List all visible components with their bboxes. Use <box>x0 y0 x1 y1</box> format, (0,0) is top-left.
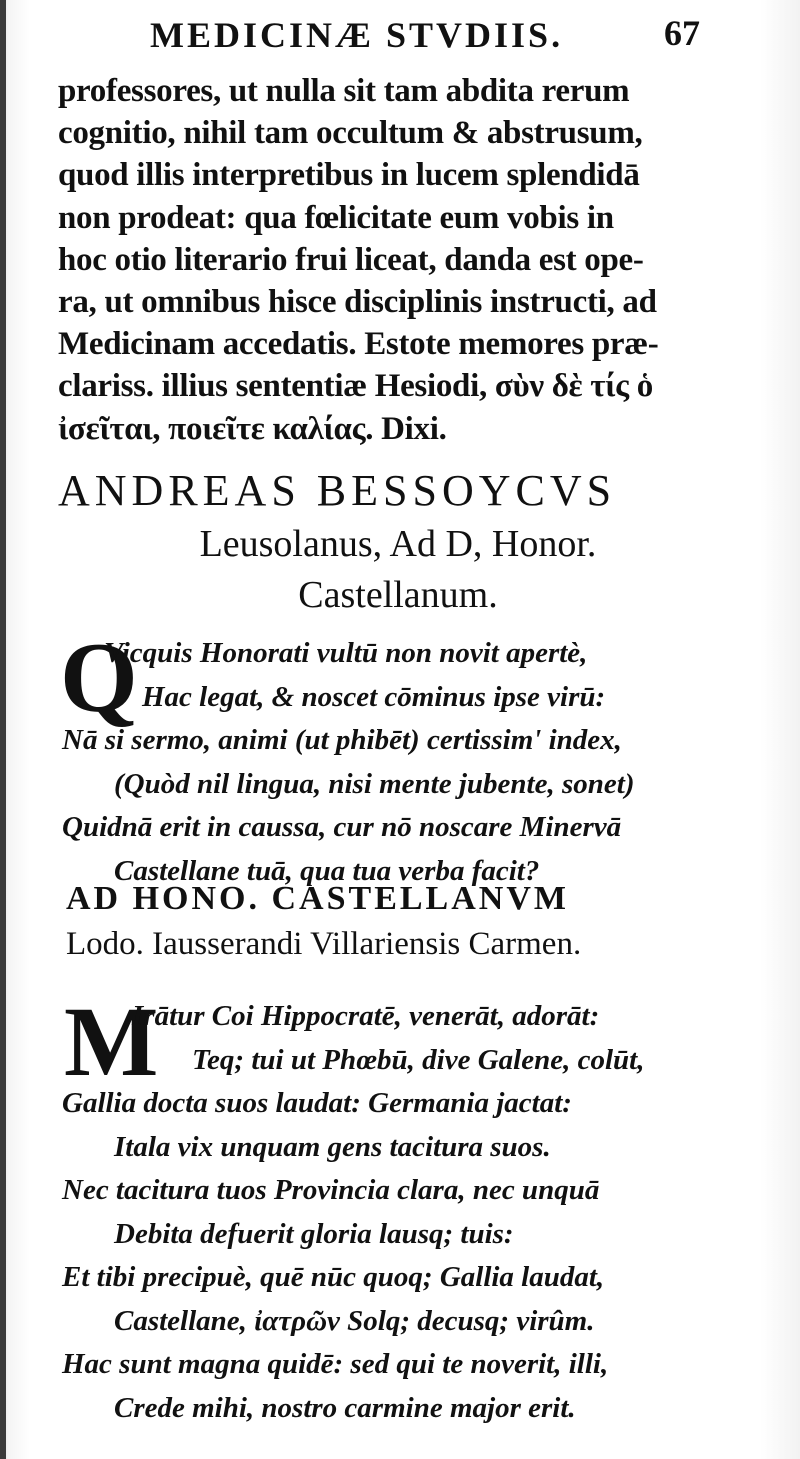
heading-author: ANDREAS BESSOYCVS <box>58 466 617 515</box>
heading-poem-two-author: Lodo. Iausserandi Villariensis Carmen. <box>66 926 582 962</box>
poem-one <box>62 632 742 893</box>
drop-cap-q: Q <box>60 622 138 733</box>
poem-line: Vicquis Honorati vultū non novit apertè, <box>104 637 588 669</box>
prose-line: Medicinam accedatis. Estote memores præ- <box>58 326 659 363</box>
poem-line: Gallia docta suos laudat: Germania jactat: <box>62 1087 572 1119</box>
prose-line: non prodeat: qua fœlicitate eum vobis in <box>58 199 614 236</box>
poem-line: Itala vix unquam gens tacitura suos. <box>114 1130 551 1163</box>
prose-line: hoc otio literario frui liceat, danda est ope- <box>58 241 644 278</box>
heading-dedicatee: Castellanum. <box>298 574 498 616</box>
poem-line: Castellane, ἰατρῶν Solq; decusq; virûm. <box>114 1304 595 1337</box>
prose-line: ἰσεῖται, ποιεῖτε καλίας. Dixi. <box>58 410 447 447</box>
poem-line: Quidnā erit in caussa, cur nō noscare Minervā <box>62 811 622 843</box>
poem-line: (Quòd nil lingua, nisi mente jubente, sonet) <box>114 767 635 800</box>
prose-line: cognitio, nihil tam occultum & abstrusum, <box>58 115 643 152</box>
page-number: 67 <box>664 13 700 53</box>
poem-line: Hac legat, & noscet cōminus ipse virū: <box>142 680 606 713</box>
prose-line: quod illis interpretibus in lucem splendidā <box>58 157 640 194</box>
poem-line: Irātur Coi Hippocratē, venerāt, adorāt: <box>132 1000 600 1032</box>
heading-dedication: Leusolanus, Ad D, Honor. <box>199 523 597 565</box>
poem-line: Debita defuerit gloria lausq; tuis: <box>114 1217 514 1250</box>
poem-line: Teq; tui ut Phœbū, dive Galene, colūt, <box>192 1043 645 1076</box>
prose-block <box>58 70 738 450</box>
prose-line: clariss. illius sententiæ Hesiodi, σὺν δὲ τίς ὁ <box>58 368 653 405</box>
poem-line: Nec tacitura tuos Provincia clara, nec unquā <box>62 1174 600 1206</box>
poem-line: Hac sunt magna quidē: sed qui te noverit, illi, <box>62 1348 609 1380</box>
poem-line: Castellane tuā, qua tua verba facit? <box>114 854 540 887</box>
running-head: MEDICINÆ STVDIIS. <box>150 15 564 55</box>
page-gutter-shadow <box>0 0 6 1459</box>
prose-line: ra, ut omnibus hisce disciplinis instructi, ad <box>58 284 657 321</box>
poem-two <box>62 995 742 1430</box>
heading-poem-two: AD HONO. CASTELLANVM <box>66 880 569 917</box>
poem-line: Et tibi precipuè, quē nūc quoq; Gallia laudat, <box>62 1261 605 1293</box>
prose-line: professores, ut nulla sit tam abdita rerum <box>58 73 630 109</box>
drop-cap-m: M <box>64 986 159 1097</box>
poem-line: Nā si sermo, animi (ut phibēt) certissim' index, <box>62 724 622 756</box>
poem-line: Crede mihi, nostro carmine major erit. <box>114 1391 576 1424</box>
